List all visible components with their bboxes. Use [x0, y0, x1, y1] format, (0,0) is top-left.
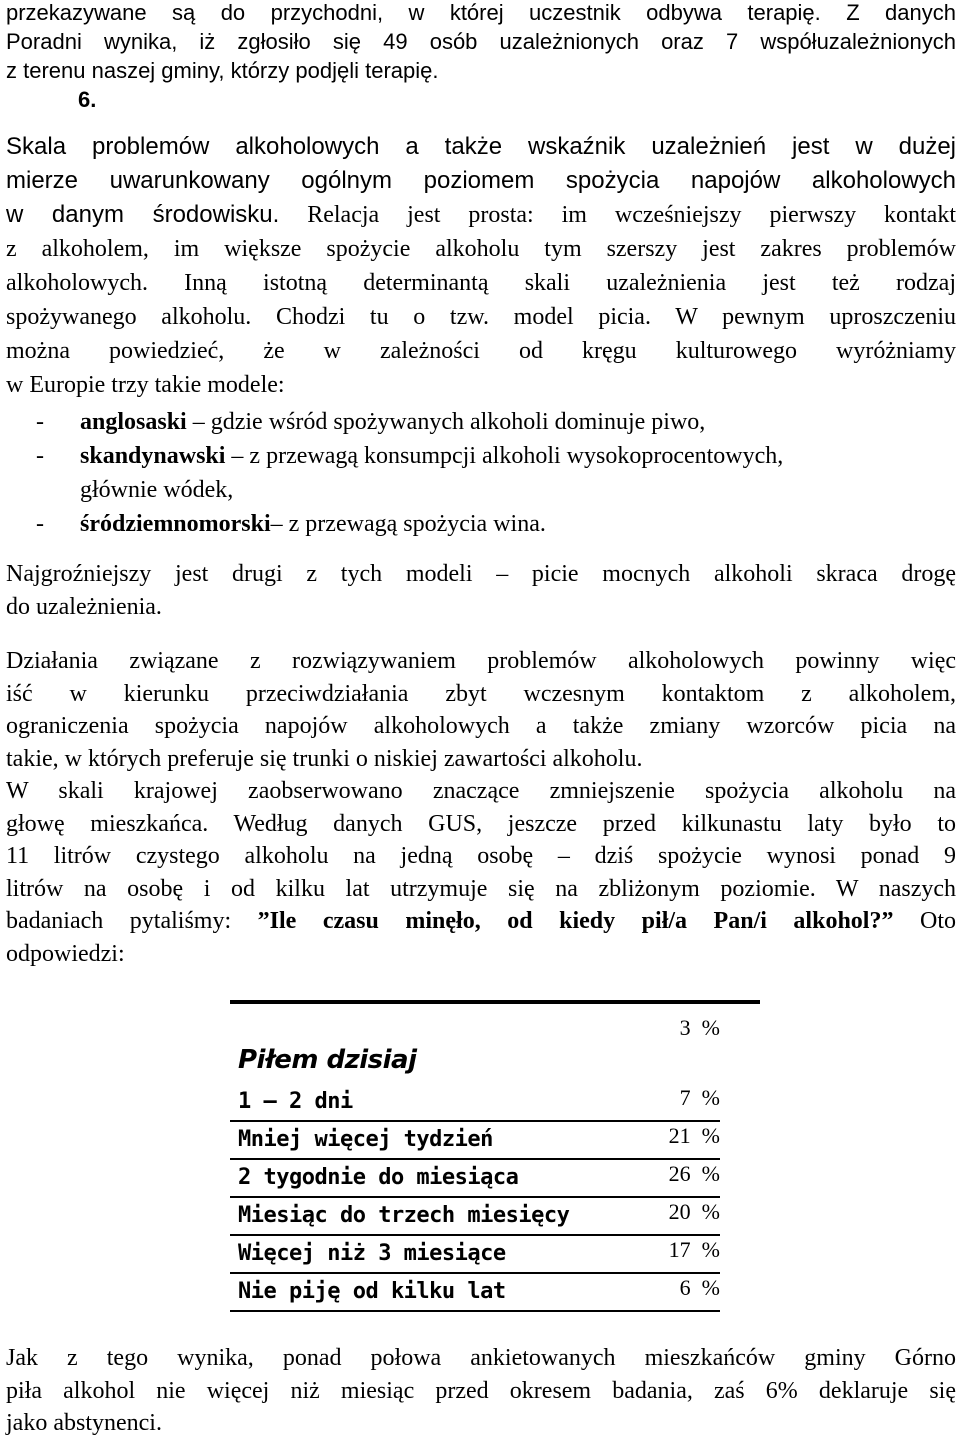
- model-description: – gdzie wśród spożywanych alkoholi dominuje piwo,: [186, 409, 706, 435]
- text-line: 11 litrów czystego alkoholu na jedną osobę – dziś spożycie wynosi ponad 9: [6, 843, 956, 869]
- text-fragment: spożywanego alkoholu. Chodzi tu o tzw. model picia.: [6, 304, 651, 330]
- text-fragment: Relacja jest prosta: im wcześniejszy pierwszy kontakt: [279, 202, 957, 228]
- intro-paragraph: [6, 0, 956, 85]
- intro-line: przekazywane są do przychodni, w której uczestnik odbywa terapię. Z danych: [6, 0, 956, 25]
- text-line: iść w kierunku przeciwdziałania zbyt wczesnym kontaktom z alkoholem,: [6, 680, 956, 707]
- row-label: Nie piję od kilku lat: [238, 1279, 506, 1304]
- text-line: odpowiedzi:: [6, 940, 125, 967]
- text-line: [6, 300, 956, 334]
- text-line: Działania związane z rozwiązywaniem problemów alkoholowych powinny więc: [6, 648, 956, 674]
- list-dash: -: [36, 511, 44, 537]
- text-fragment: W pewnym uproszczeniu: [650, 304, 956, 330]
- text-line: [6, 905, 956, 938]
- survey-question: ”Ile czasu minęło, od kiedy pił/a Pan/i alkohol?”: [257, 908, 894, 934]
- text-line: litrów na osobę i od kilku lat utrzymuje się na zbliżonym poziomie. W naszych: [6, 875, 956, 902]
- text-line: Skala problemów alkoholowych a także wskaźnik uzależnień jest w dużej: [6, 133, 956, 160]
- row-value: 17 %: [668, 1237, 720, 1262]
- text-line: do uzależnienia.: [6, 593, 162, 620]
- table-row: [230, 1008, 720, 1088]
- text-line: W skali krajowej zaobserwowano znaczące zmniejszenie spożycia alkoholu na: [6, 778, 956, 804]
- row-label: Miesiąc do trzech miesięcy: [238, 1203, 570, 1228]
- text-line: Najgroźniejszy jest drugi z tych modeli – picie mocnych alkoholi skraca drogę: [6, 561, 956, 587]
- text-fragment: Oto: [893, 908, 956, 934]
- model-name: skandynawski: [80, 443, 226, 469]
- text-line: można powiedzieć, że w zależności od kręgu kulturowego wyróżniamy: [6, 338, 956, 364]
- conclusion-paragraph: [6, 1342, 956, 1440]
- table-row: [230, 1084, 720, 1120]
- list-dash: -: [36, 409, 44, 435]
- model-name: śródziemnomorski: [80, 511, 271, 537]
- row-label: Więcej niż 3 miesiące: [238, 1241, 506, 1266]
- model-description: głównie wódek,: [80, 477, 234, 503]
- text-fragment: Inną istotną determinantą skali uzależnienia jest też rodzaj: [147, 270, 956, 296]
- text-line: ograniczenia spożycia napojów alkoholowych a także zmiany wzorców picia na: [6, 713, 956, 739]
- table-row: [230, 1274, 720, 1310]
- text-line: mierze uwarunkowany ogólnym poziomem spożycia napojów alkoholowych: [6, 167, 956, 194]
- model-description: – z przewagą spożycia wina.: [270, 511, 546, 537]
- text-line: z alkoholem, im większe spożycie alkoholu tym szerszy jest zakres problemów: [6, 236, 956, 262]
- danger-paragraph: [6, 558, 956, 623]
- row-label: 2 tygodnie do miesiąca: [238, 1165, 519, 1190]
- table-top-border: [230, 1000, 760, 1004]
- row-label: Piłem dzisiaj: [238, 1045, 417, 1075]
- text-fragment: alkoholowych.: [6, 270, 148, 296]
- list-dash: -: [36, 443, 44, 469]
- text-line: [6, 266, 956, 300]
- text-fragment: badaniach pytaliśmy:: [6, 908, 258, 934]
- row-value: 3 %: [679, 1015, 720, 1040]
- row-value: 20 %: [668, 1199, 720, 1224]
- row-label: Mniej więcej tydzień: [238, 1127, 493, 1152]
- text-line: głowę mieszkańca. Według danych GUS, jeszcze przed kilkunastu laty było to: [6, 810, 956, 837]
- model-paragraph: [6, 130, 956, 402]
- row-value: 21 %: [668, 1123, 720, 1148]
- intro-line: z terenu naszej gminy, którzy podjęli terapię.: [6, 58, 439, 83]
- model-description: – z przewagą konsumpcji alkoholi wysokoprocentowych,: [225, 443, 784, 469]
- text-fragment: w danym środowisku.: [6, 201, 280, 228]
- table-row: [230, 1160, 720, 1196]
- intro-line: Poradni wynika, iż zgłosiło się 49 osób uzależnionych oraz 7 współuzależnionych: [6, 29, 956, 54]
- table-row: [230, 1236, 720, 1272]
- text-line: takie, w których preferuje się trunki o niskiej zawartości alkoholu.: [6, 745, 643, 772]
- actions-paragraph: [6, 645, 956, 970]
- text-line: w Europie trzy takie modele:: [6, 372, 285, 398]
- text-line: [6, 198, 956, 232]
- table-row: [230, 1122, 720, 1158]
- survey-table: [230, 1000, 762, 1310]
- text-line: Jak z tego wynika, ponad połowa ankietowanych mieszkańców gminy Górno: [6, 1345, 956, 1371]
- text-line: piła alkohol nie więcej niż miesiąc przed okresem badania, zaś 6% deklaruje się: [6, 1377, 956, 1404]
- row-value: 26 %: [668, 1161, 720, 1186]
- row-value: 6 %: [679, 1275, 720, 1300]
- row-value: 7 %: [679, 1085, 720, 1110]
- row-divider: [230, 1310, 720, 1312]
- model-name: anglosaski: [80, 409, 187, 435]
- section-number: 6.: [78, 87, 97, 112]
- table-row: [230, 1198, 720, 1234]
- text-line: jako abstynenci.: [6, 1410, 162, 1436]
- row-label: 1 – 2 dni: [238, 1089, 353, 1114]
